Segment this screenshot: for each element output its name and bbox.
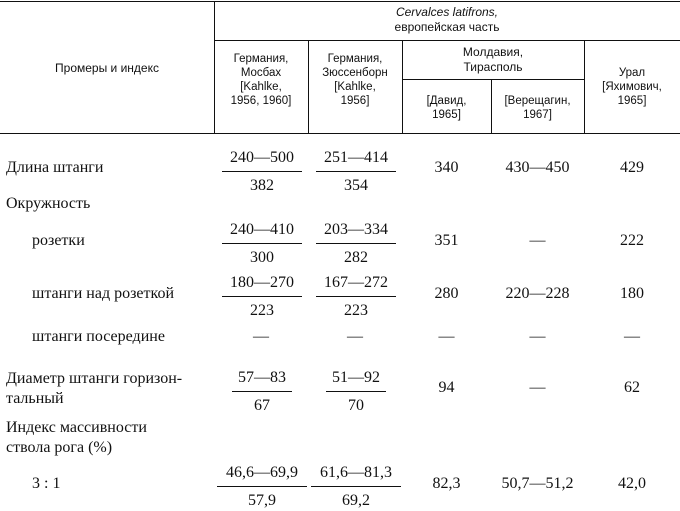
species-name: Cervalces latifrons, — [395, 5, 499, 19]
row-label-diameter: Диаметр штанги горизон- тальный — [6, 370, 183, 407]
value-cell: 62 — [624, 379, 640, 396]
row-label-massiveness: Индекс массивности ствола рога (%) — [6, 419, 147, 456]
value-cell: 222 — [620, 232, 644, 249]
row-label-above-rosette: штанги над розеткой — [32, 285, 175, 302]
value-cell: — — [253, 328, 269, 345]
fraction-cell: $\frac{61,6—81,3}{69,2}$ — [311, 463, 401, 511]
col-header-ural: Урал [Яхимович, 1965] — [602, 67, 662, 107]
row-label-length: Длина штанги — [6, 159, 104, 176]
moldova-group-rule — [402, 79, 584, 80]
row-label-ratio: 3 : 1 — [32, 475, 61, 492]
col-header-vereshchagin: [Верещагин, 1967] — [504, 95, 571, 121]
value-cell: 82,3 — [432, 475, 461, 492]
species-header — [214, 5, 680, 35]
row-label-circumference: Окружность — [6, 195, 91, 212]
fraction-cell: $\frac{240—410}{300}$ — [222, 220, 302, 268]
value-cell: — — [438, 328, 455, 345]
fraction-cell: $\frac{167—272}{223}$ — [316, 273, 396, 321]
row-label-middle: штанги посередине — [32, 328, 165, 345]
fraction-cell: $\frac{180—270}{223}$ — [222, 273, 302, 321]
value-cell: — — [529, 232, 546, 249]
value-cell: 351 — [434, 232, 459, 249]
species-region: европейская часть — [394, 20, 500, 34]
value-cell: 94 — [438, 379, 455, 396]
value-cell: — — [624, 328, 640, 345]
value-cell: 180 — [620, 285, 644, 302]
col-header-mosbach: Германия, Мосбах [Kahlke, 1956, 1960] — [230, 53, 292, 107]
fraction-cell: $\frac{46,6—69,9}{57,9}$ — [217, 463, 307, 511]
col-group-moldova: Молдавия, Тирасполь — [462, 45, 524, 74]
table-top-rule — [0, 1, 680, 2]
value-cell: — — [529, 328, 546, 345]
header-bottom-rule — [0, 133, 680, 134]
value-cell: 429 — [620, 159, 644, 176]
row-header: Промеры и индекс — [55, 61, 159, 75]
header-group-rule — [214, 40, 680, 41]
value-cell: 340 — [434, 159, 459, 176]
row-label-rosette: розетки — [32, 232, 85, 249]
col-header-suessenborn: Германия, Зюссенборн [Kahlke, 1956] — [322, 53, 388, 107]
value-cell: 280 — [434, 285, 459, 302]
value-cell: 220—228 — [505, 285, 570, 302]
value-cell: 50,7—51,2 — [501, 475, 574, 492]
value-cell: — — [529, 379, 546, 396]
value-cell: 430—450 — [505, 159, 570, 176]
fraction-cell: $\frac{57—83}{67}$ — [232, 368, 292, 416]
col-header-david: [Давид, 1965] — [426, 95, 467, 121]
fraction-cell: $\frac{203—334}{282}$ — [316, 220, 396, 268]
fraction-cell: $\frac{240—500}{382}$ — [222, 148, 302, 196]
fraction-cell: $\frac{51—92}{70}$ — [326, 368, 386, 416]
value-cell: — — [347, 328, 363, 345]
value-cell: 42,0 — [618, 475, 646, 492]
fraction-cell: $\frac{251—414}{354}$ — [316, 148, 396, 196]
